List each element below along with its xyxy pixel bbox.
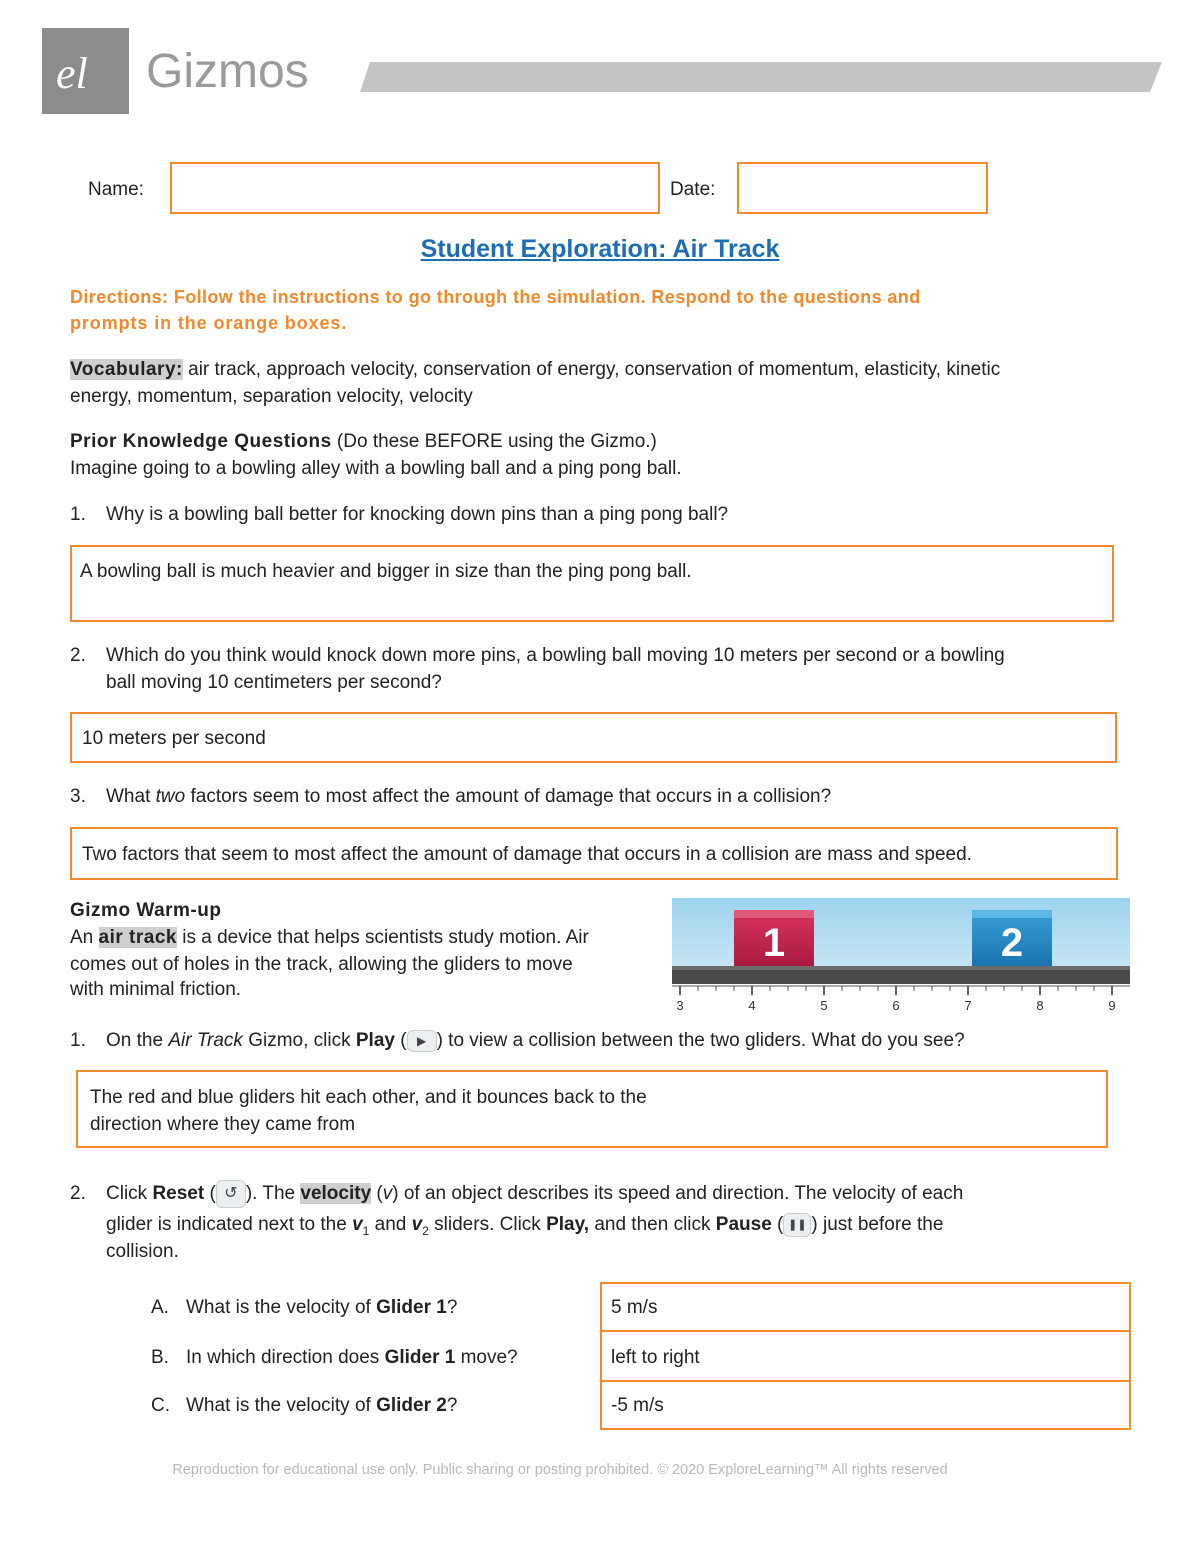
air-track-illustration [672, 898, 1130, 1016]
name-label: Name: [88, 179, 144, 200]
warmup-a1-line-1: The red and blue gliders hit each other, and it bounces back to the [90, 1087, 647, 1108]
glider-1 [734, 910, 814, 970]
prior-intro: Imagine going to a bowling alley with a bowling ball and a ping pong ball. [70, 458, 682, 479]
ruler-ticks [676, 986, 1115, 1013]
warmup-para-line-3: with minimal friction. [70, 979, 242, 1000]
date-label: Date: [670, 179, 716, 200]
prior-heading: Prior Knowledge Questions (Do these BEFORE using the Gizmo.) [70, 431, 657, 452]
reset-icon: ↺ [216, 1180, 246, 1208]
prior-q3-number: 3. [70, 786, 86, 807]
name-field[interactable] [170, 162, 660, 214]
glider-2 [972, 910, 1052, 970]
sub-a-answer: 5 m/s [611, 1297, 658, 1318]
ruler-tick-label: 7 [964, 998, 972, 1013]
glider-1-label: 1 [762, 921, 786, 965]
sub-c-answer: -5 m/s [611, 1395, 664, 1416]
velocity-term: velocity [300, 1183, 372, 1205]
warmup-heading: Gizmo Warm-up [70, 900, 222, 921]
prior-q3-text: What two factors seem to most affect the amount of damage that occurs in a collision? [106, 786, 832, 807]
prior-q2-number: 2. [70, 645, 86, 666]
vocabulary-label: Vocabulary: [70, 359, 183, 380]
brand-name: Gizmos [146, 45, 309, 98]
footer-copyright: Reproduction for educational use only. Public sharing or posting prohibited. © 2020 ExploreLearning™ All rights reserved [172, 1462, 948, 1478]
warmup-q2-number: 2. [70, 1183, 86, 1204]
play-icon: ▶ [407, 1030, 437, 1052]
ruler-tick-label: 8 [1036, 998, 1044, 1013]
vocabulary-line-2: energy, momentum, separation velocity, velocity [70, 386, 473, 407]
sub-c-letter: C. [151, 1395, 170, 1416]
prior-a2-text: 10 meters per second [82, 728, 266, 749]
prior-a1-box[interactable] [70, 545, 1114, 622]
warmup-q2-line-3: collision. [106, 1241, 179, 1262]
prior-q1-number: 1. [70, 504, 86, 525]
air-track-term: air track [98, 927, 177, 948]
sub-b-answer: left to right [611, 1347, 700, 1368]
prior-q1-text: Why is a bowling ball better for knocking down pins than a ping pong ball? [106, 504, 729, 525]
ruler-tick-label: 4 [748, 998, 756, 1013]
prior-a3-text: Two factors that seem to most affect the amount of damage that occurs in a collision are mass and speed. [82, 844, 972, 865]
sub-b-question: In which direction does Glider 1 move? [186, 1347, 518, 1368]
sub-b-answer-box[interactable] [600, 1330, 1131, 1382]
logo-badge [42, 28, 129, 114]
directions-line-2: prompts in the orange boxes. [70, 313, 348, 333]
warmup-a1-box[interactable] [76, 1070, 1108, 1148]
warmup-a1-line-2: direction where they came from [90, 1114, 356, 1135]
prior-a3-box[interactable] [70, 827, 1118, 880]
date-field[interactable] [737, 162, 988, 214]
explorelearning-logo-icon [42, 28, 129, 114]
sub-c-answer-box[interactable] [600, 1380, 1131, 1430]
warmup-para-line-1: An air track is a device that helps scientists study motion. Air [70, 927, 589, 948]
directions-line-1: Directions: Follow the instructions to go through the simulation. Respond to the questions and [70, 287, 921, 307]
sub-c-question: What is the velocity of Glider 2? [186, 1395, 458, 1416]
prior-a2-box[interactable] [70, 712, 1117, 763]
warmup-q1-text: On the Air Track Gizmo, click Play ( ▶ ) to view a collision between the two gliders. What do you see? [106, 1030, 965, 1051]
page-title: Student Exploration: Air Track [420, 235, 780, 263]
sub-b-letter: B. [151, 1347, 169, 1368]
warmup-q2-line-2: glider is indicated next to the $v_1$ and $v_2$ sliders. Click Play, and then click Pause ( ❚❚ ) just before the [106, 1214, 944, 1238]
ruler-tick-label: 9 [1108, 998, 1116, 1013]
vocabulary-line-1: Vocabulary: air track, approach velocity, conservation of energy, conservation of momentum, elasticity, kinetic [70, 359, 1001, 380]
sub-a-question: What is the velocity of Glider 1? [186, 1297, 458, 1318]
ruler-tick-label: 6 [892, 998, 900, 1013]
prior-q2-line-2: ball moving 10 centimeters per second? [106, 672, 442, 693]
warmup-q2-line-1: Click Reset ( ↺ ). The velocity (v) of an object describes its speed and direction. The velocity of each [106, 1180, 963, 1208]
sub-a-letter: A. [151, 1297, 169, 1318]
warmup-q1-number: 1. [70, 1030, 86, 1051]
header-bar [360, 62, 1162, 92]
warmup-para-line-2: comes out of holes in the track, allowing the gliders to move [70, 954, 573, 975]
ruler-tick-label: 5 [820, 998, 828, 1013]
pause-icon: ❚❚ [783, 1213, 811, 1237]
glider-2-label: 2 [1000, 921, 1024, 965]
prior-q2-line-1: Which do you think would knock down more pins, a bowling ball moving 10 meters per second or a bowling [106, 645, 1005, 666]
svg-text:el: el [56, 49, 88, 98]
prior-a1-text: A bowling ball is much heavier and bigger in size than the ping pong ball. [80, 561, 692, 582]
ruler-tick-label: 3 [676, 998, 684, 1013]
sub-a-answer-box[interactable] [600, 1282, 1131, 1332]
